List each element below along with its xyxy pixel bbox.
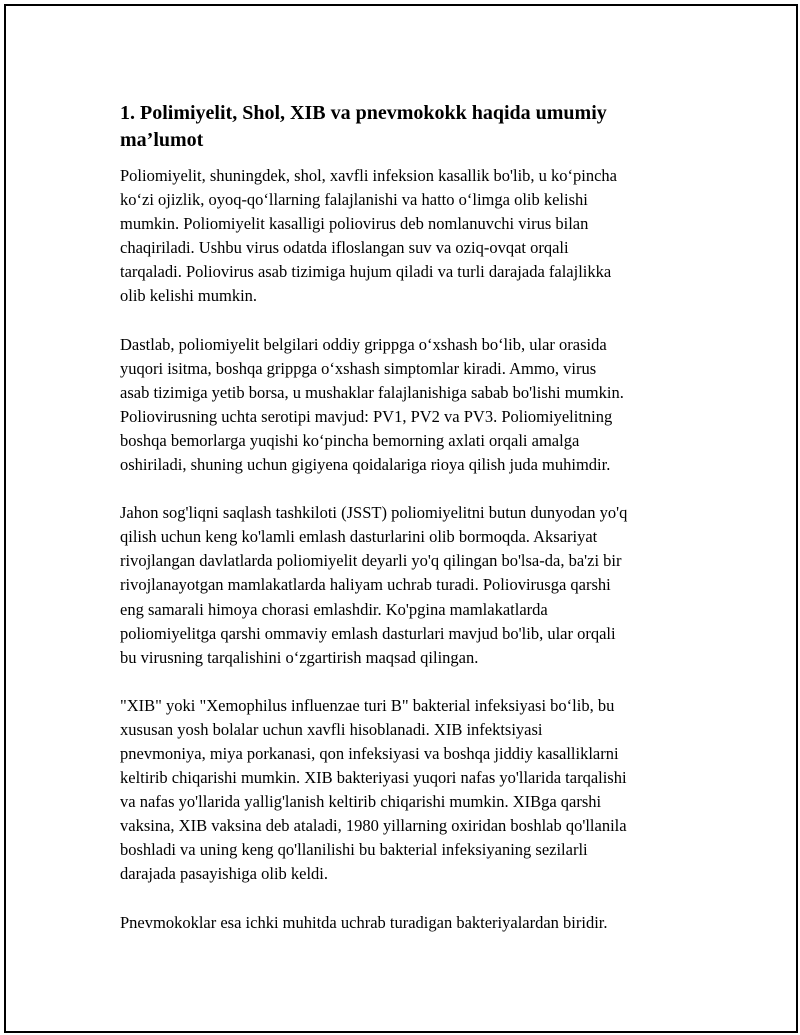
text-line: boshladi va uning keng qo'llanilishi bu bakterial infeksiyaning sezilarli (120, 840, 588, 860)
text-line: keltirib chiqarishi mumkin. XIB bakteriyasi yuqori nafas yo'llarida tarqalishi (120, 768, 627, 788)
document-content (120, 100, 694, 959)
text-line: asab tizimiga yetib borsa, u mushaklar falajlanishiga sabab bo'lishi mumkin. (120, 382, 624, 402)
text-line: oshiriladi, shuning uchun gigiyena qoidalariga rioya qilish juda muhimdir. (120, 455, 611, 475)
text-line: ko‘zi ojizlik, oyoq-qo‘llarning falajlanishi va hatto o‘limga olib kelishi (120, 190, 588, 210)
paragraph-hib (120, 694, 694, 887)
text-line: poliomiyelitga qarshi ommaviy emlash dasturlari mavjud bo'lib, ular orqali (120, 623, 616, 643)
text-line: rivojlangan davlatlarda poliomiyelit deyarli yo'q qilingan bo'lsa-da, ba'zi bir (120, 551, 622, 571)
text-line: Poliovirusning uchta serotipi mavjud: PV1, PV2 va PV3. Poliomiyelitning (120, 406, 613, 426)
heading-line: 1. Polimiyelit, Shol, XIB va pnevmokokk haqida umumiy (120, 102, 607, 124)
text-line: eng samarali himoya chorasi emlashdir. Ko'pgina mamlakatlarda (120, 599, 548, 619)
text-line: Pnevmokoklar esa ichki muhitda uchrab turadigan bakteriyalardan biridir. (120, 912, 608, 932)
text-line: Poliomiyelit, shuningdek, shol, xavfli infeksion kasallik bo'lib, u ko‘pincha (120, 166, 618, 185)
text-line: olib kelishi mumkin. (120, 286, 258, 306)
text-line: vaksina, XIB vaksina deb ataladi, 1980 yillarning oxiridan boshlab qo'llanila (120, 816, 627, 836)
text-line: rivojlanayotgan mamlakatlarda haliyam uchrab turadi. Poliovirusga qarshi (120, 575, 611, 595)
text-line: mumkin. Poliomiyelit kasalligi poliovirus deb nomlanuvchi virus bilan (120, 214, 589, 234)
text-line: "XIB" yoki "Xemophilus influenzae turi B" bakterial infeksiyasi bo‘lib, bu (120, 695, 615, 715)
text-line: boshqa bemorlarga yuqishi ko‘pincha bemorning axlati orqali amalga (120, 430, 580, 450)
text-line: bu virusning tarqalishini o‘zgartirish maqsad qilingan. (120, 647, 479, 667)
paragraph-polio-symptoms (120, 333, 694, 478)
text-line: qilish uchun keng ko'lamli emlash dasturlarini olib bormoqda. Aksariyat (120, 527, 598, 547)
text-line: darajada pasayishiga olib keldi. (120, 864, 329, 884)
text-line: chaqiriladi. Ushbu virus odatda ifloslangan suv va oziq-ovqat orqali (120, 238, 569, 258)
text-line: Dastlab, poliomiyelit belgilari oddiy grippga o‘xshash bo‘lib, ular orasida (120, 334, 607, 354)
paragraph-who-vaccination (120, 501, 694, 670)
text-line: xususan yosh bolalar uchun xavfli hisoblanadi. XIB infektsiyasi (120, 719, 543, 739)
text-line: yuqori isitma, boshqa grippga o‘xshash simptomlar kiradi. Ammo, virus (120, 358, 597, 378)
heading-line: ma’lumot (120, 129, 204, 151)
text-line: va nafas yo'llarida yallig'lanish keltirib chiqarishi mumkin. XIBga qarshi (120, 792, 602, 812)
text-line: tarqaladi. Poliovirus asab tizimiga hujum qiladi va turli darajada falajlikka (120, 262, 612, 282)
section-heading (120, 100, 694, 154)
text-line: Jahon sog'liqni saqlash tashkiloti (JSST) poliomiyelitni butun dunyodan yo'q (120, 503, 628, 523)
text-line: pnevmoniya, miya porkanasi, qon infeksiyasi va boshqa jiddiy kasalliklarni (120, 743, 619, 763)
paragraph-polio-intro (120, 164, 694, 309)
paragraph-pneumococcus (120, 911, 694, 935)
document-page (4, 4, 798, 1033)
